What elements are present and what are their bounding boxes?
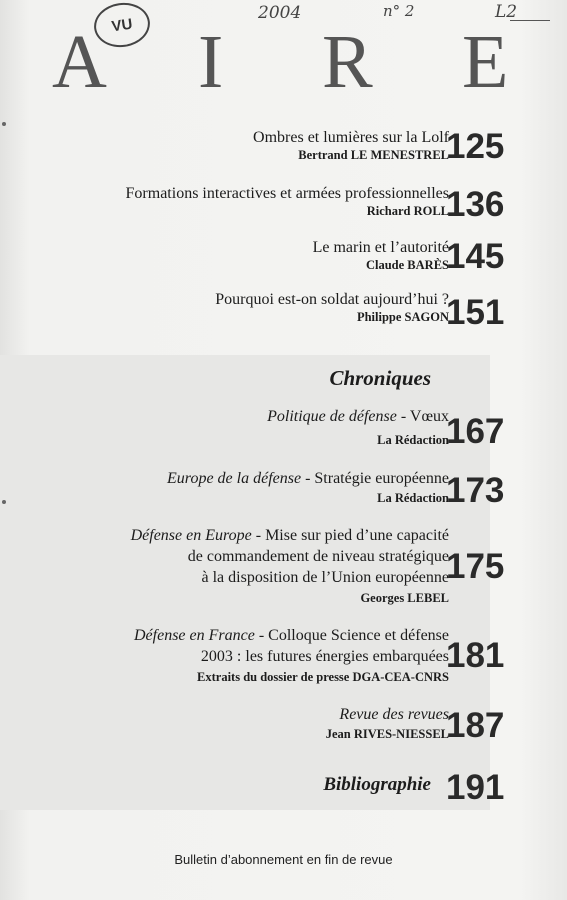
handwritten-underline <box>510 20 550 21</box>
entry-title: Le marin et l’autorité <box>312 239 449 256</box>
rubric-separator: - <box>254 627 269 644</box>
chronique-rubric: Défense en Europe <box>130 527 252 544</box>
toc-entry <box>253 128 449 164</box>
rubric-separator: - <box>301 470 315 487</box>
chronique-author: Jean RIVES-NIESSEL <box>325 727 449 741</box>
rubric-separator: - <box>396 408 410 425</box>
chronique-entry <box>326 705 449 743</box>
masthead-letter: A <box>52 20 107 104</box>
entry-title: Pourquoi est-on soldat aujourd’hui ? <box>215 291 449 308</box>
chronique-page: 181 <box>446 636 505 675</box>
entry-page: 136 <box>446 185 505 224</box>
chronique-title-line: Stratégie européenne <box>314 470 449 487</box>
entry-page: 125 <box>446 127 505 166</box>
stamp-text: VU <box>110 15 134 35</box>
toc-entry <box>126 184 449 220</box>
chronique-entry <box>134 626 449 686</box>
entry-title: Formations interactives et armées professionnelles <box>125 185 449 202</box>
chronique-rubric: Politique de défense <box>267 408 397 425</box>
chronique-page: 167 <box>446 412 505 451</box>
entry-page: 151 <box>446 293 505 332</box>
subscription-note: Bulletin d’abonnement en fin de revue <box>174 852 393 867</box>
bibliographie-page: 191 <box>446 768 505 807</box>
masthead <box>0 22 567 102</box>
chronique-title-line: Colloque Science et défense <box>268 627 449 644</box>
chronique-entry <box>167 469 449 507</box>
entry-author: Richard ROLL <box>366 204 449 218</box>
toc-entry <box>313 238 449 274</box>
chronique-title-line: de commandement de niveau stratégique <box>187 548 449 565</box>
chronique-author: La Rédaction <box>377 491 449 505</box>
masthead-letter: I <box>198 20 224 104</box>
handwritten-issue: n° 2 <box>383 2 415 20</box>
chronique-rubric: Défense en France <box>134 627 255 644</box>
chronique-entry <box>131 526 449 607</box>
binding-hole <box>2 122 6 126</box>
entry-author: Philippe SAGON <box>356 310 449 324</box>
chronique-rubric: Revue des revues <box>339 706 449 723</box>
entry-author: Claude BARÈS <box>365 258 449 272</box>
chronique-page: 187 <box>446 706 505 745</box>
bibliographie-label: Bibliographie <box>323 774 431 795</box>
handwritten-code: L2 <box>495 2 518 22</box>
entry-title: Ombres et lumières sur la Lolf <box>253 129 449 146</box>
chronique-page: 173 <box>446 471 505 510</box>
binding-hole <box>2 500 6 504</box>
chronique-author: La Rédaction <box>377 433 449 447</box>
masthead-letter: E <box>462 20 509 104</box>
chroniques-heading: Chroniques <box>329 366 431 390</box>
entry-author: Bertrand LE MENESTREL <box>298 148 449 162</box>
masthead-letter: R <box>322 20 373 104</box>
handwritten-year: 2004 <box>258 3 302 23</box>
chronique-author: Extraits du dossier de presse DGA-CEA-CNRS <box>197 670 449 684</box>
entry-page: 145 <box>446 237 505 276</box>
chronique-title-line: Vœux <box>409 408 449 425</box>
rubric-separator: - <box>251 527 266 544</box>
chronique-title-line: à la disposition de l’Union européenne <box>201 569 449 586</box>
chronique-rubric: Europe de la défense <box>167 470 302 487</box>
chronique-page: 175 <box>446 547 505 586</box>
chronique-title-line: Mise sur pied d’une capacité <box>265 527 449 544</box>
chronique-author: Georges LEBEL <box>360 591 449 605</box>
chronique-entry <box>267 407 449 449</box>
toc-entry <box>215 290 449 326</box>
chronique-title-line: 2003 : les futures énergies embarquées <box>200 648 449 665</box>
